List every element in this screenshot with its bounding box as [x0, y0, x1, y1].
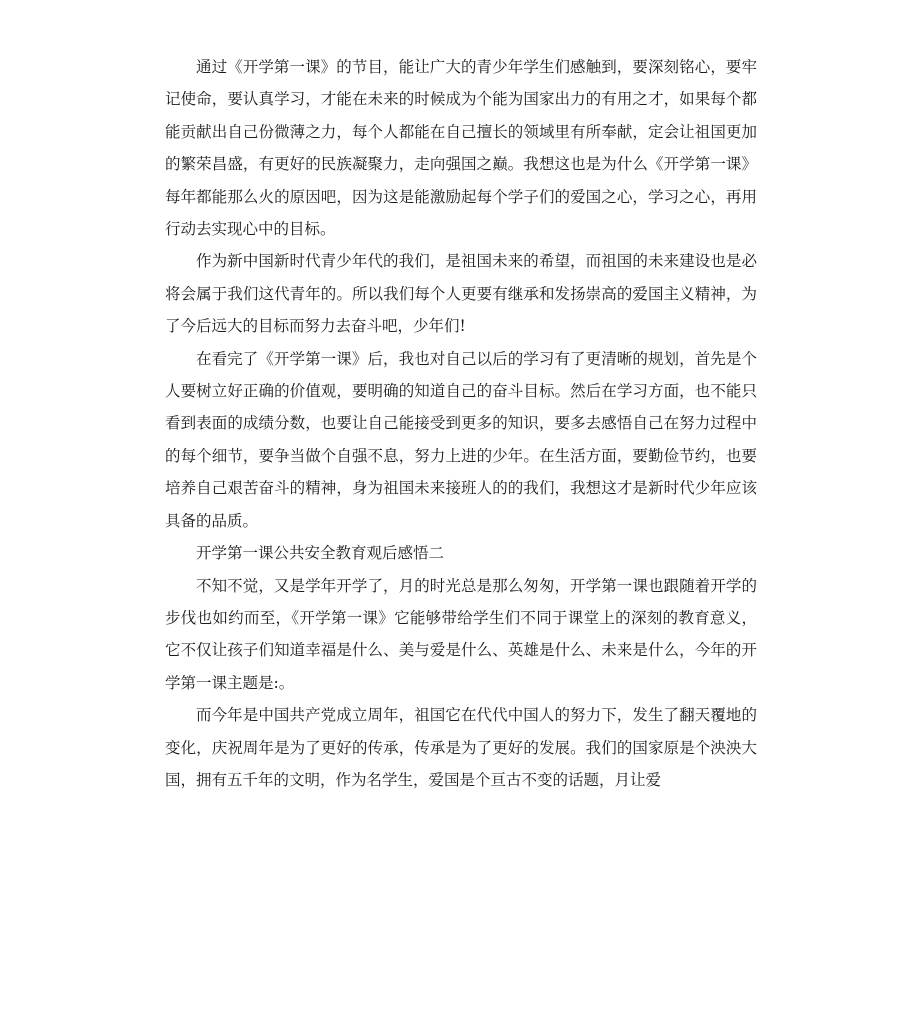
paragraph-4: 不知不觉，又是学年开学了，月的时光总是那么匆匆，开学第一课也跟随着开学的步伐也如约而至，《开学第一课》它能够带给学生们不同于课堂上的深刻的教育意义，它不仅让孩子们知道幸福是什么、美与爱是什么、英雄是什么、未来是什么，今年的开学第一课主题是:。 — [165, 576, 757, 692]
paragraph-3: 在看完了《开学第一课》后，我也对自己以后的学习有了更清晰的规划，首先是个人要树立好正确的价值观，要明确的知道自己的奋斗目标。然后在学习方面，也不能只看到表面的成绩分数，也要让自己能接受到更多的知识，要多去感悟自己在努力过程中的每个细节，要争当做个自强不息，努力上进的少年。在生活方面，要勤俭节约，也要培养自己艰苦奋斗的精神，身为祖国未来接班人的的我们，我想这才是新时代少年应该具备的品质。 — [165, 349, 757, 530]
paragraph-5: 而今年是中国共产党成立周年，祖国它在代代中国人的努力下，发生了翻天覆地的变化，庆祝周年是为了更好的传承，传承是为了更好的发展。我们的国家原是个泱泱大国，拥有五千年的文明，作为名学生，爱国是个亘古不变的话题，月让爱 — [165, 706, 757, 789]
paragraph-2: 作为新中国新时代青少年代的我们，是祖国未来的希望，而祖国的未来建设也是必将会属于我们这代青年的。所以我们每个人更要有继承和发扬崇高的爱国主义精神，为了今后远大的目标而努力去奋斗吧，少年们! — [165, 252, 757, 336]
section-heading: 开学第一课公共安全教育观后感悟二 — [196, 544, 445, 563]
document-body — [165, 51, 757, 796]
paragraph-1: 通过《开学第一课》的节目，能让广大的青少年学生们感触到，要深刻铭心，要牢记使命，要认真学习，才能在未来的时候成为个能为国家出力的有用之才，如果每个都能贡献出自己份微薄之力，每个人都能在自己擅长的领域里有所奉献，定会让祖国更加的繁荣昌盛，有更好的民族凝聚力，走向强国之巅。我想这也是为什么《开学第一课》每年都能那么火的原因吧，因为这是能激励起每个学子们的爱国之心，学习之心，再用行动去实现心中的目标。 — [165, 58, 757, 239]
